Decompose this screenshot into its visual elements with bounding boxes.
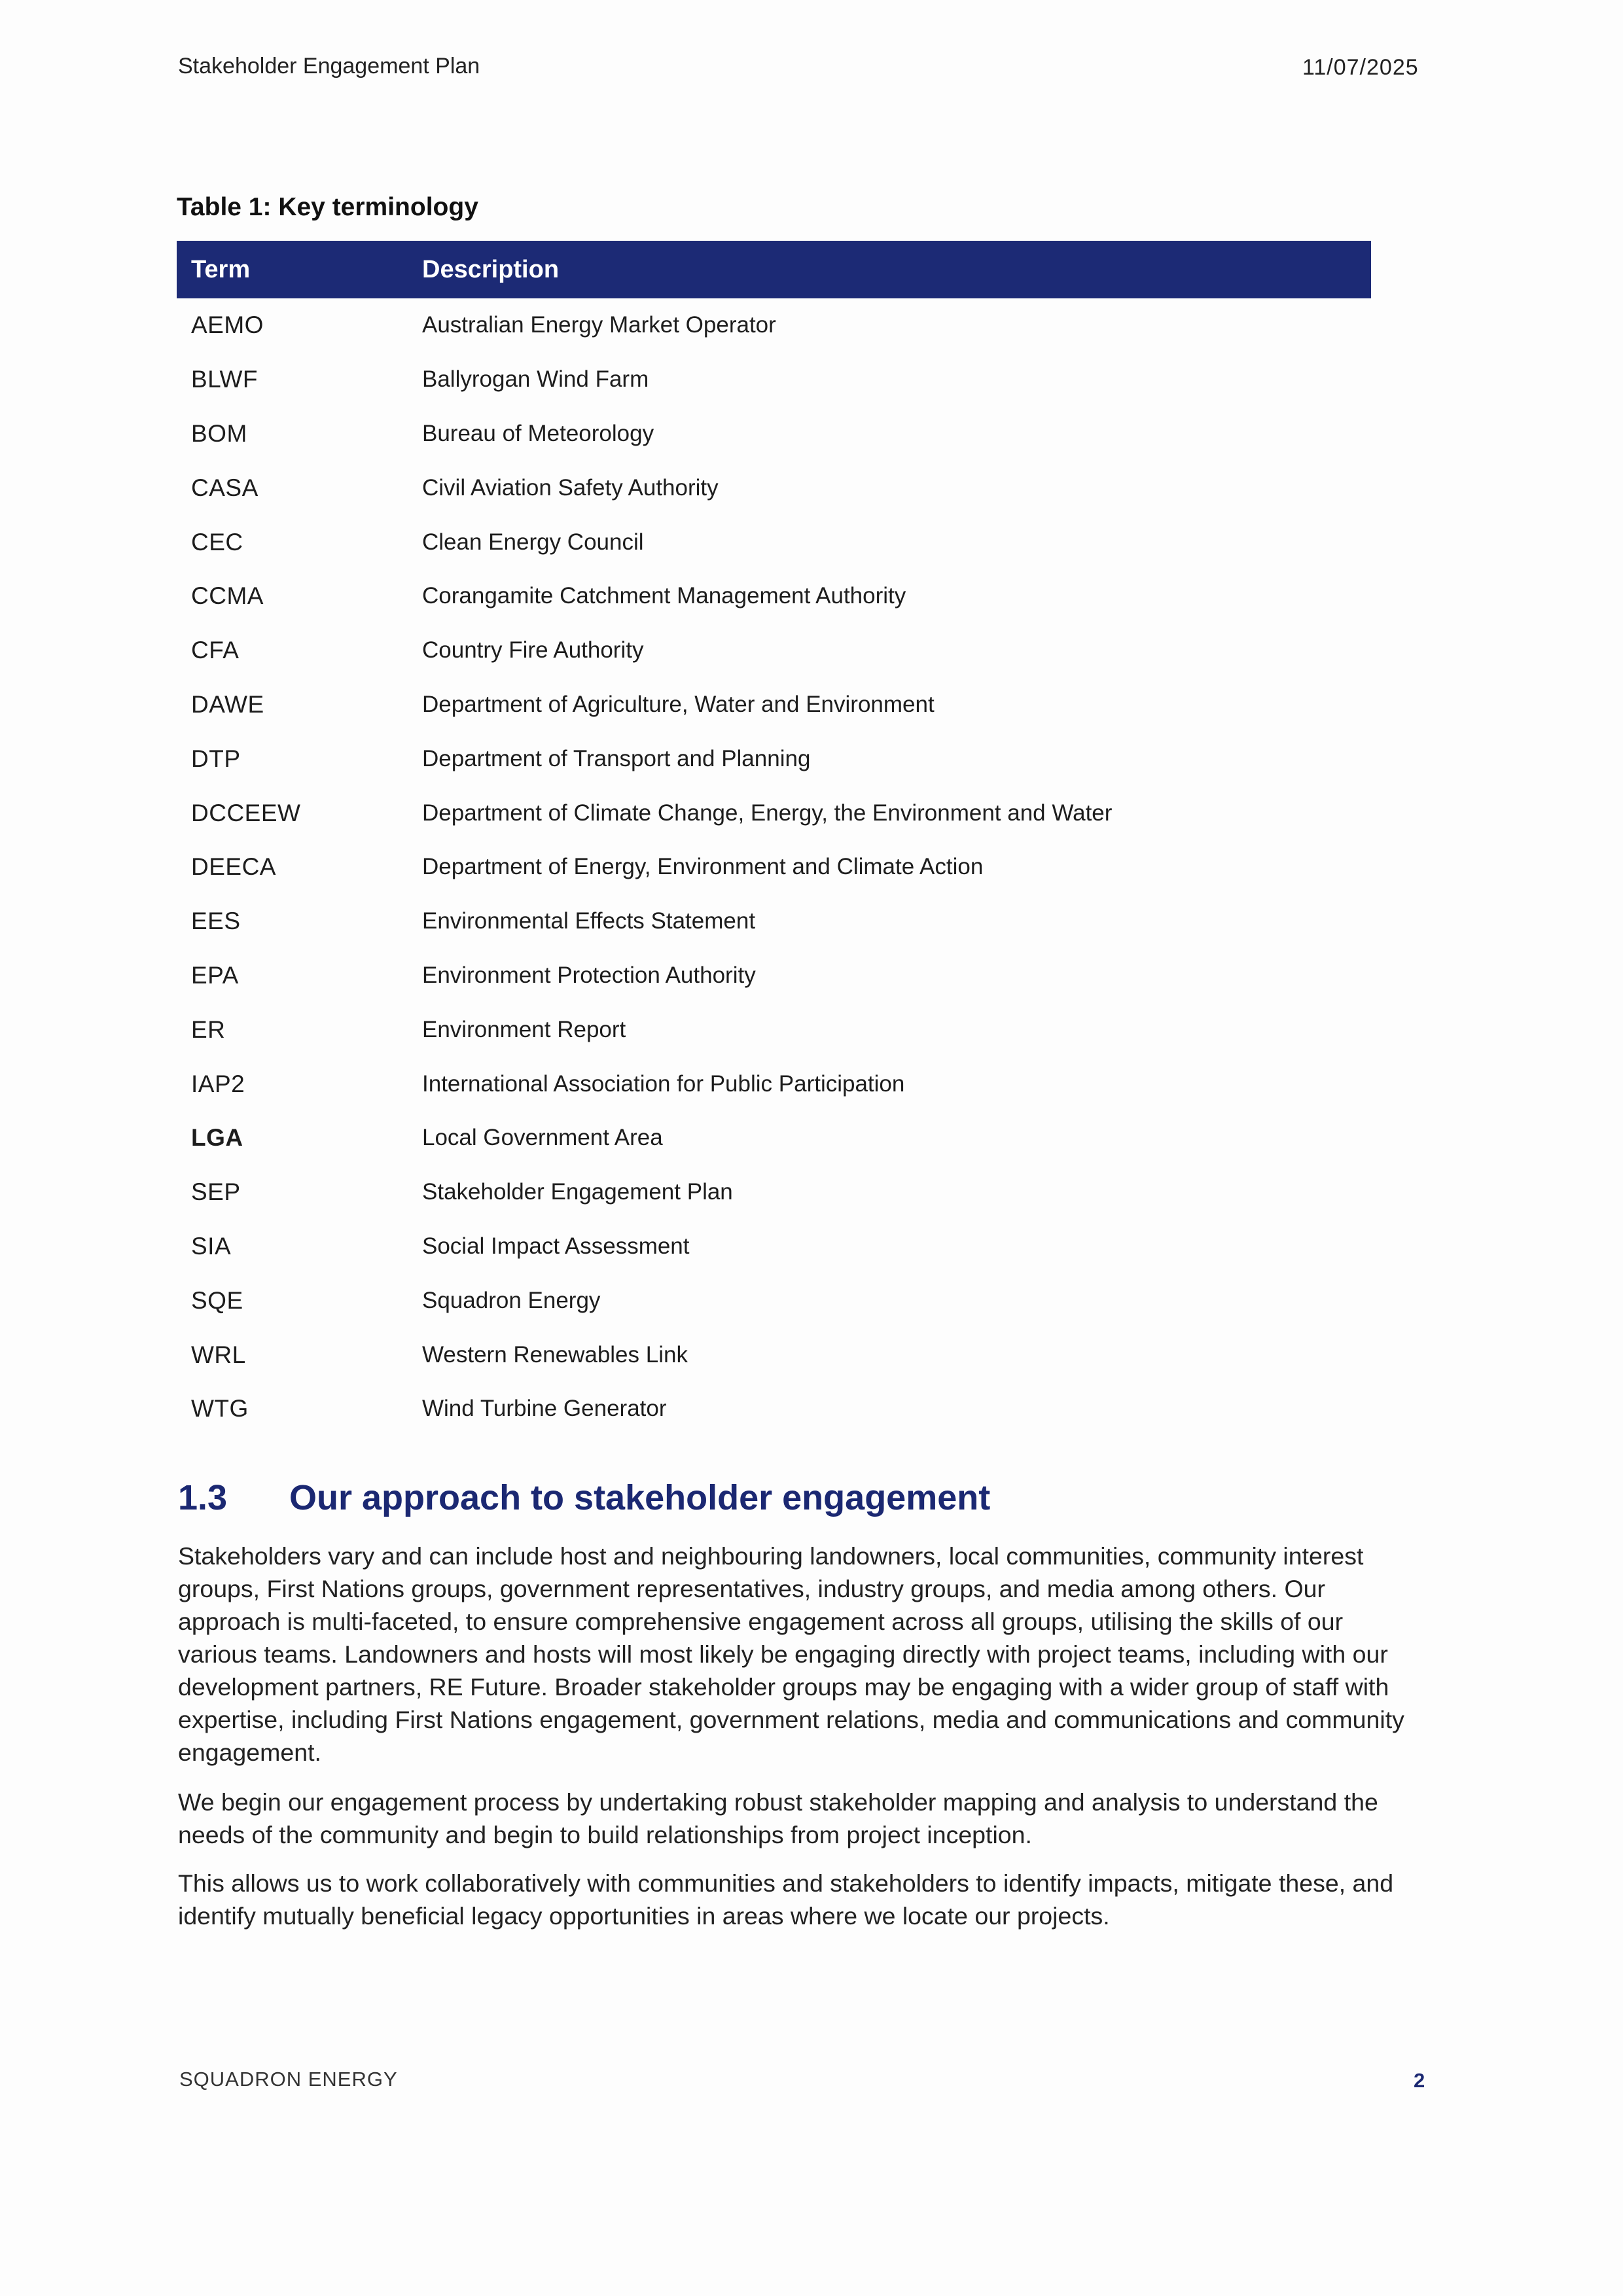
table-row — [177, 515, 1371, 569]
table-row — [177, 1111, 1371, 1165]
term-cell: EPA — [191, 961, 239, 989]
description-cell: Department of Transport and Planning — [422, 745, 811, 771]
table-row — [177, 1220, 1371, 1274]
term-cell: WTG — [191, 1395, 249, 1422]
description-cell: Western Renewables Link — [422, 1341, 688, 1368]
description-cell: Corangamite Catchment Management Authority — [422, 583, 906, 609]
body-paragraph: Stakeholders vary and can include host and neighbouring landowners, local communities, community interest groups, First Nations groups, government representatives, industry groups, and media among others. Our approach is multi-faceted, to ensure comprehensive engagement across all groups, utilising the skills of our various teams. Landowners and hosts will most likely be engaging directly with project teams, including with our development partners, RE Future. Broader stakeholder groups may be engaging with a wider group of staff with expertise, including First Nations engagement, government relations, media and communications and community engagement. — [178, 1542, 1404, 1766]
body-paragraph: This allows us to work collaboratively with communities and stakeholders to identify impacts, mitigate these, and identify mutually beneficial legacy opportunities in areas where we locate our projects. — [178, 1869, 1394, 1930]
term-cell: DCCEEW — [191, 799, 301, 826]
column-header-description: Description — [422, 255, 560, 283]
term-cell: SQE — [191, 1286, 243, 1314]
term-cell: DAWE — [191, 690, 264, 718]
table-row — [177, 1165, 1371, 1220]
table-caption: Table 1: Key terminology — [177, 193, 478, 221]
description-cell: Stakeholder Engagement Plan — [422, 1179, 733, 1205]
description-cell: Wind Turbine Generator — [422, 1396, 667, 1422]
table-header-row — [177, 241, 1371, 298]
terminology-table — [177, 241, 1371, 1436]
table-row — [177, 624, 1371, 678]
term-cell: LGA — [191, 1124, 243, 1152]
column-header-term: Term — [191, 255, 251, 283]
header-date: 11/07/2025 — [1302, 55, 1419, 80]
header-title: Stakeholder Engagement Plan — [178, 54, 480, 79]
description-cell: Australian Energy Market Operator — [422, 312, 776, 338]
table-row — [177, 298, 1371, 353]
term-cell: WRL — [191, 1341, 246, 1368]
term-cell: DEECA — [191, 853, 276, 881]
description-cell: Civil Aviation Safety Authority — [422, 474, 719, 501]
description-cell: Ballyrogan Wind Farm — [422, 366, 649, 393]
section-title: Our approach to stakeholder engagement — [289, 1478, 991, 1517]
table-body — [177, 298, 1371, 1436]
table-row — [177, 894, 1371, 949]
description-cell: Department of Energy, Environment and Climate Action — [422, 854, 984, 880]
term-cell: BOM — [191, 419, 247, 447]
table-row — [177, 949, 1371, 1003]
description-cell: Social Impact Assessment — [422, 1233, 690, 1259]
table-row — [177, 461, 1371, 515]
description-cell: Bureau of Meteorology — [422, 420, 654, 446]
table-row — [177, 353, 1371, 407]
footer-company: SQUADRON ENERGY — [179, 2068, 398, 2091]
term-cell: CFA — [191, 637, 240, 664]
section-heading — [178, 1477, 990, 1518]
table-row — [177, 1328, 1371, 1382]
description-cell: Clean Energy Council — [422, 529, 644, 555]
term-cell: AEMO — [191, 311, 264, 339]
term-cell: SIA — [191, 1232, 232, 1260]
term-cell: EES — [191, 908, 241, 935]
description-cell: Environment Protection Authority — [422, 962, 756, 988]
description-cell: Department of Climate Change, Energy, the Environment and Water — [422, 800, 1113, 826]
table-row — [177, 1057, 1371, 1111]
table-row — [177, 786, 1371, 840]
table-row — [177, 407, 1371, 461]
term-cell: CASA — [191, 474, 259, 501]
term-cell: IAP2 — [191, 1070, 245, 1097]
table-row — [177, 840, 1371, 894]
description-cell: Country Fire Authority — [422, 637, 644, 663]
description-cell: Department of Agriculture, Water and Environment — [422, 691, 935, 717]
description-cell: Environment Report — [422, 1016, 626, 1042]
term-cell: SEP — [191, 1178, 241, 1206]
description-cell: Squadron Energy — [422, 1287, 601, 1313]
description-cell: Environmental Effects Statement — [422, 908, 756, 934]
term-cell: CCMA — [191, 582, 264, 610]
page-number: 2 — [1414, 2069, 1425, 2092]
term-cell: BLWF — [191, 366, 259, 393]
table-row — [177, 1273, 1371, 1328]
table-row — [177, 678, 1371, 732]
term-cell: DTP — [191, 745, 241, 772]
table-row — [177, 1382, 1371, 1436]
body-paragraph: We begin our engagement process by undertaking robust stakeholder mapping and analysis to understand the needs of the community and begin to build relationships from project inception. — [178, 1788, 1378, 1848]
section-number: 1.3 — [178, 1478, 228, 1517]
term-cell: CEC — [191, 528, 243, 556]
description-cell: International Association for Public Participation — [422, 1070, 905, 1097]
table-row — [177, 569, 1371, 624]
table-row — [177, 732, 1371, 786]
description-cell: Local Government Area — [422, 1125, 663, 1151]
term-cell: ER — [191, 1016, 226, 1043]
table-row — [177, 1002, 1371, 1057]
